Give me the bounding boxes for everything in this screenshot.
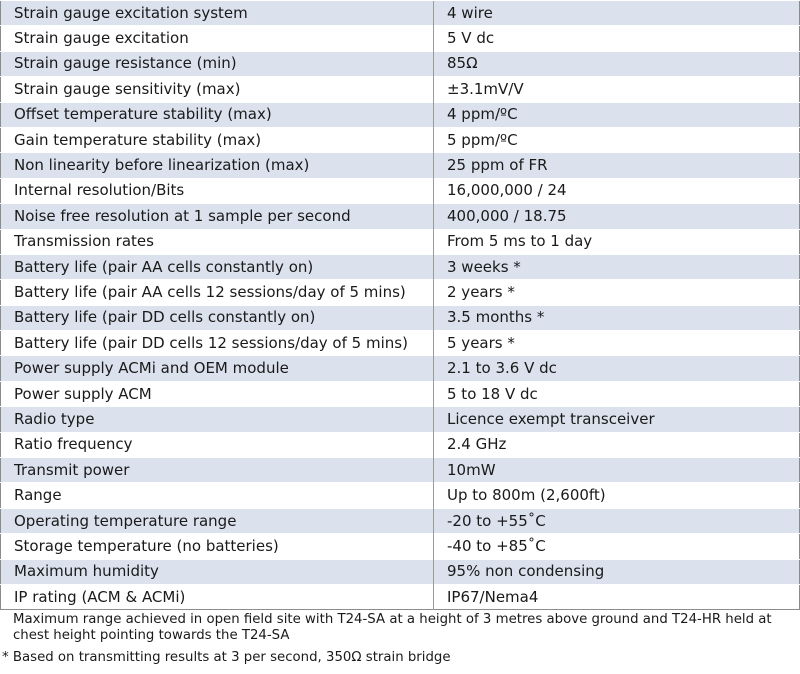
table-row bbox=[1, 584, 800, 609]
parameter-cell: Battery life (pair DD cells constantly on) bbox=[1, 305, 434, 330]
parameter-cell: Non linearity before linearization (max) bbox=[1, 153, 434, 178]
value-cell: 95% non condensing bbox=[434, 559, 800, 584]
range-footnote: Maximum range achieved in open field site with T24-SA at a height of 3 metres above ground and T24-HR held at chest height pointing towards the T24-SA bbox=[13, 612, 772, 643]
value-cell: 3.5 months * bbox=[434, 305, 800, 330]
value-cell: 5 years * bbox=[434, 331, 800, 356]
specifications-body bbox=[1, 1, 800, 610]
table-row bbox=[1, 204, 800, 229]
parameter-cell: Offset temperature stability (max) bbox=[1, 102, 434, 127]
parameter-cell: Strain gauge resistance (min) bbox=[1, 51, 434, 76]
table-row bbox=[1, 559, 800, 584]
parameter-cell: Transmission rates bbox=[1, 229, 434, 254]
table-row bbox=[1, 77, 800, 102]
table-row bbox=[1, 280, 800, 305]
parameter-cell: Power supply ACM bbox=[1, 381, 434, 406]
table-row bbox=[1, 229, 800, 254]
table-row bbox=[1, 458, 800, 483]
table-row bbox=[1, 483, 800, 508]
table-row bbox=[1, 356, 800, 381]
value-cell: 16,000,000 / 24 bbox=[434, 178, 800, 203]
value-cell: Up to 800m (2,600ft) bbox=[434, 483, 800, 508]
parameter-cell: Gain temperature stability (max) bbox=[1, 127, 434, 152]
value-cell: Licence exempt transceiver bbox=[434, 407, 800, 432]
value-cell: 5 ppm/ºC bbox=[434, 127, 800, 152]
value-cell: -40 to +85˚C bbox=[434, 534, 800, 559]
parameter-cell: Internal resolution/Bits bbox=[1, 178, 434, 203]
value-cell: 25 ppm of FR bbox=[434, 153, 800, 178]
parameter-cell: Strain gauge excitation bbox=[1, 26, 434, 51]
parameter-cell: Strain gauge excitation system bbox=[1, 1, 434, 26]
value-cell: 4 wire bbox=[434, 1, 800, 26]
value-cell: 5 V dc bbox=[434, 26, 800, 51]
table-row bbox=[1, 178, 800, 203]
parameter-cell: Battery life (pair DD cells 12 sessions/day of 5 mins) bbox=[1, 331, 434, 356]
value-cell: 10mW bbox=[434, 458, 800, 483]
table-row bbox=[1, 26, 800, 51]
value-cell: IP67/Nema4 bbox=[434, 584, 800, 609]
parameter-cell: Radio type bbox=[1, 407, 434, 432]
parameter-cell: Storage temperature (no batteries) bbox=[1, 534, 434, 559]
table-row bbox=[1, 51, 800, 76]
value-cell: 2.1 to 3.6 V dc bbox=[434, 356, 800, 381]
value-cell: 4 ppm/ºC bbox=[434, 102, 800, 127]
parameter-cell: Ratio frequency bbox=[1, 432, 434, 457]
table-row bbox=[1, 102, 800, 127]
value-cell: 85Ω bbox=[434, 51, 800, 76]
table-row bbox=[1, 381, 800, 406]
battery-footnote: * Based on transmitting results at 3 per second, 350Ω strain bridge bbox=[2, 650, 451, 665]
value-cell: 5 to 18 V dc bbox=[434, 381, 800, 406]
table-row bbox=[1, 508, 800, 533]
parameter-cell: Maximum humidity bbox=[1, 559, 434, 584]
value-cell: From 5 ms to 1 day bbox=[434, 229, 800, 254]
table-row bbox=[1, 534, 800, 559]
value-cell: 3 weeks * bbox=[434, 254, 800, 279]
table-row bbox=[1, 407, 800, 432]
value-cell: 400,000 / 18.75 bbox=[434, 204, 800, 229]
table-row bbox=[1, 1, 800, 26]
table-row bbox=[1, 254, 800, 279]
parameter-cell: Battery life (pair AA cells 12 sessions/day of 5 mins) bbox=[1, 280, 434, 305]
table-row bbox=[1, 305, 800, 330]
value-cell: ±3.1mV/V bbox=[434, 77, 800, 102]
footnotes bbox=[0, 612, 800, 666]
parameter-cell: Battery life (pair AA cells constantly on) bbox=[1, 254, 434, 279]
parameter-cell: Operating temperature range bbox=[1, 508, 434, 533]
parameter-cell: Range bbox=[1, 483, 434, 508]
parameter-cell: Noise free resolution at 1 sample per second bbox=[1, 204, 434, 229]
value-cell: 2 years * bbox=[434, 280, 800, 305]
parameter-cell: Power supply ACMi and OEM module bbox=[1, 356, 434, 381]
parameter-cell: IP rating (ACM & ACMi) bbox=[1, 584, 434, 609]
table-row bbox=[1, 432, 800, 457]
table-row bbox=[1, 127, 800, 152]
table-row bbox=[1, 153, 800, 178]
parameter-cell: Strain gauge sensitivity (max) bbox=[1, 77, 434, 102]
parameter-cell: Transmit power bbox=[1, 458, 434, 483]
table-row bbox=[1, 331, 800, 356]
value-cell: -20 to +55˚C bbox=[434, 508, 800, 533]
value-cell: 2.4 GHz bbox=[434, 432, 800, 457]
